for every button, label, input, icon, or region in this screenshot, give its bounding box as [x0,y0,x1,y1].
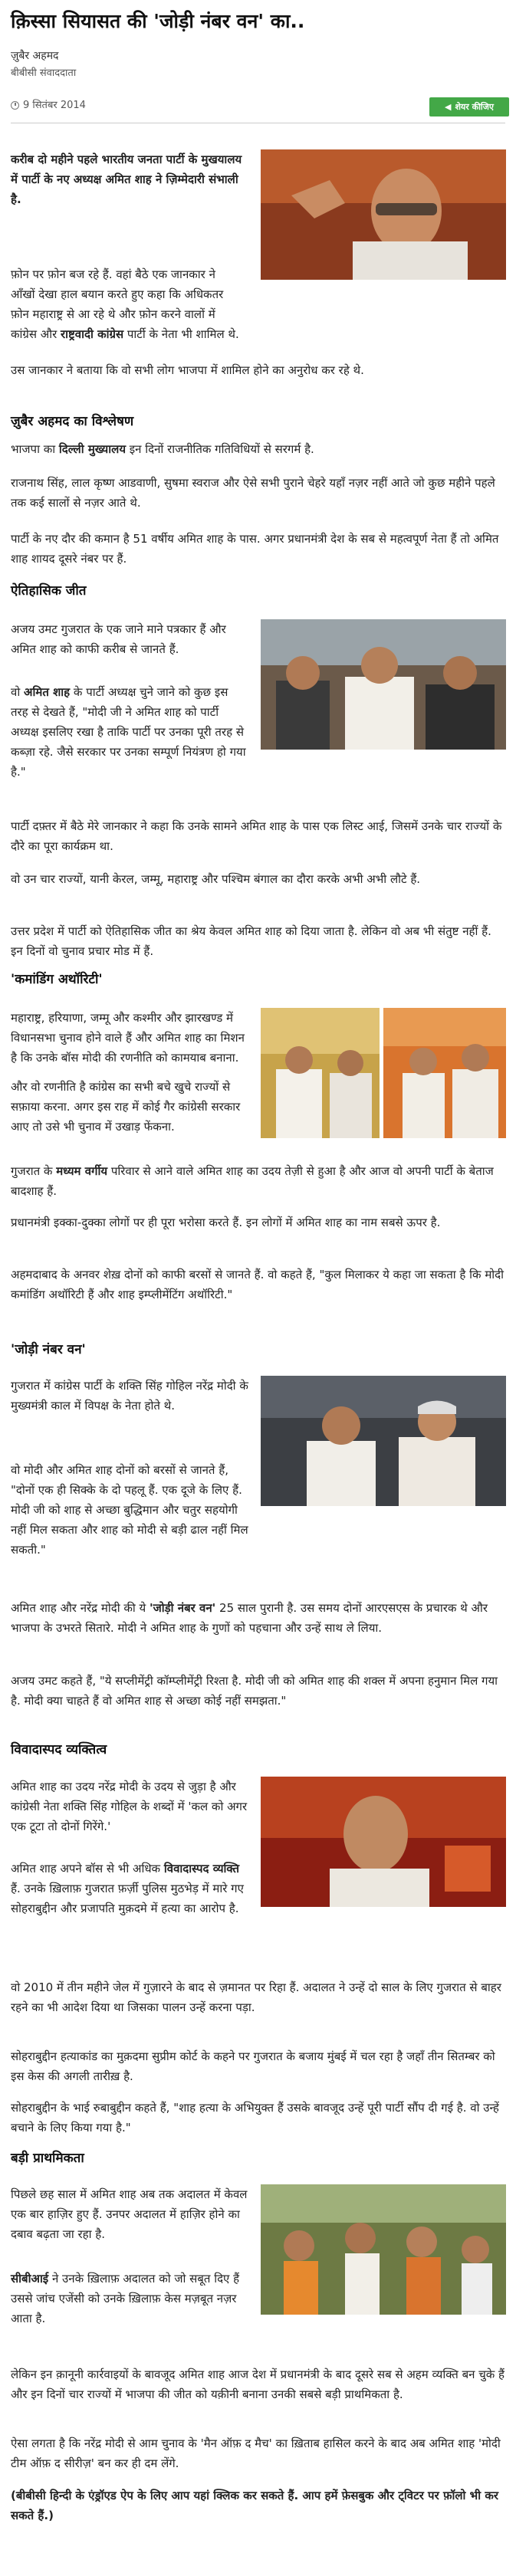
section-heading-historic: ऐतिहासिक जीत [11,583,87,599]
photo-party-workers-celebrating [261,2184,506,2315]
author-name: ज़ुबैर अहमद [11,50,59,62]
section-heading-analysis: ज़ुबैर अहमद का विश्लेषण [11,414,134,429]
historic-para-5: उत्तर प्रदेश में पार्टी को ऐतिहासिक जीत का श्रेय केवल अमित शाह को दिया जाता है. लेकिन वो अब भी संतुष्ट नहीं हैं. इन दिनों वो चुनाव प्रचार मोड में हैं. [11,924,491,958]
biggest-para-4: ऐसा लगता है कि नरेंद्र मोदी से आम चुनाव के 'मैन ऑफ़ द मैच' का ख़िताब हासिल करने के बाद अब अमित शाह 'मोदी टीम ऑफ़ द सीरीज़' बन कर ही दम लेंगे. [11,2437,501,2470]
section-heading-jodi: 'जोड़ी नंबर वन' [11,1342,86,1357]
historic-para-2: वो अमित शाह के पार्टी अध्यक्ष चुने जाने को कुछ इस तरह से देखते हैं, "मोदी जी ने अमित शाह को पार्टी अध्यक्ष इसलिए रखा है ताकि पार्टी पर उनका पूरी तरह से कब्ज़ा रहे. जैसे सरकार पर उनका सम्पूर्ण नियंत्रण हो गया है." [11,685,246,779]
historic-para-1: अजय उमट गुजरात के एक जाने माने पत्रकार हैं और अमित शाह को काफी करीब से जानते हैं. [11,622,226,656]
intro-lead: करीब दो महीने पहले भारतीय जनता पार्टी के मुखयालय में पार्टी के नए अध्यक्ष अमित शाह ने ज़िम्मेदारी संभाली है. [11,153,242,206]
section-heading-biggest: बड़ी प्राथमिकता [11,2151,84,2166]
clock-icon [11,101,19,110]
photo-modi-shah-2 [383,1008,506,1138]
controversial-para-4: सोहराबुद्दीन हत्याकांड का मुक़दमा सुप्रीम कोर्ट के कहने पर गुजरात के बजाय मुंबई में चल रहा है जहाँ तीन सितम्बर को इस केस की अगली तारीख़ है. [11,2049,495,2083]
historic-para-4: वो उन चार राज्यों, यानी केरल, जम्मू, महाराष्ट्र और पश्चिम बंगाल का दौरा करके अभी अभी लौटे हैं. [11,872,421,886]
commanding-para-1: महाराष्ट्र, हरियाणा, जम्मू और कश्मीर और झारखण्ड में विधानसभा चुनाव होने वाले हैं और अमित शाह का मिशन है कि उनके बॉस मोदी की रणनीति को कामयाब बनाना. [11,1011,245,1065]
commanding-para-2: और वो रणनीति है कांग्रेस का सभी बचे खुचे राज्यों से सफ़ाया करना. अगर इस राह में कोई गैर कांग्रेसी सरकार आए तो उसे भी चुनाव में उखाड़ फेंकना. [11,1080,241,1134]
app-promo-note: (बीबीसी हिन्दी के एंड्रॉएड ऐप के लिए आप यहां क्लिक कर सकते हैं. आप हमें फ़ेसबुक और ट्विटर पर फ़ॉलो भी कर सकते हैं.) [11,2489,498,2522]
biggest-para-3: लेकिन इन क़ानूनी कार्रवाइयों के बावजूद अमित शाह आज देश में प्रधानमंत्री के बाद दूसरे सब से अहम व्यक्ति बन चुके हैं और इन दिनों चार राज्यों में भाजपा की जीत को यक़ीनी बनाना उनकी सबसे बड़ी प्राथमिकता है. [11,2368,505,2401]
commanding-para-4: प्रधानमंत्री इक्का-दुक्का लोगों पर ही पूरा भरोसा करते हैं. इन लोगों में अमित शाह का नाम सबसे ऊपर है. [11,1216,441,1229]
intro-para-2: उस जानकार ने बताया कि वो सभी लोग भाजपा में शामिल होने का अनुरोध कर रहे थे. [11,363,364,377]
biggest-para-2: सीबीआई ने उनके ख़िलाफ़ अदालत को जो सबूत दिए हैं उससे जांच एजेंसी को उनके ख़िलाफ़ केस मज़बूत नज़र आता है. [11,2272,240,2325]
section-heading-controversial: विवादास्पद व्यक्तित्व [11,1742,107,1757]
controversial-para-2: अमित शाह अपने बॉस से भी अधिक विवादास्पद व्यक्ति हैं. उनके ख़िलाफ़ गुजरात फ़र्ज़ी पुलिस मुठभेड़ में मारे गए सोहराबुद्दीन और प्रजापति मुक़दमे में हत्या का आरोप है. [11,1862,244,1915]
publish-date [11,97,86,111]
jodi-para-1: गुजरात में कांग्रेस पार्टी के शक्ति सिंह गोहिल नरेंद्र मोदी के मुख्यमंत्री काल में विपक्ष के नेता होते थे. [11,1379,248,1413]
share-button[interactable] [429,97,509,116]
jodi-para-4: अजय उमट कहते हैं, "ये सप्लीमेंट्री कॉम्प्लीमेंट्री रिश्ता है. मोदी जी को अमित शाह की शक्ल में अपना हनुमान मिल गया है. मोदी क्या चाहते हैं वो अमित शाह से अच्छा कोई नहीं समझता." [11,1674,498,1708]
analysis-para-2: राजनाथ सिंह, लाल कृष्ण आडवाणी, सुषमा स्वराज और ऐसे सभी पुराने चेहरे यहाँ नज़र नहीं आते जो कुछ महीने पहले तक कई सालों से नज़र आते थे. [11,476,495,510]
photo-party-leaders [261,619,506,750]
jodi-para-2: वो मोदी और अमित शाह दोनों को बरसों से जानते हैं, "दोनों एक ही सिक्के के दो पहलू हैं. एक दूजे के लिए हैं. मोदी जी को शाह से अच्छा बुद्धिमान और चतुर सहयोगी नहीं मिल सकता और शाह को मोदी से बड़ी ढाल नहीं मिल सकती." [11,1463,248,1557]
section-heading-commanding: 'कमांडिंग अथॉरिटी' [11,972,103,987]
controversial-para-5: सोहराबुद्दीन के भाई रुबाबुद्दीन कहते हैं, "शाह हत्या के अभियुक्त हैं उसके बावजूद उन्हें पूरी पार्टी सौंप दी गई है. वो उन्हें बचाने के लिए किया गया है." [11,2101,499,2135]
biggest-para-1: पिछले छह साल में अमित शाह अब तक अदालत में केवल एक बार हाज़िर हुए हैं. उनपर अदालत में हाज़िर होने का दबाव बढ़ता जा रहा है. [11,2187,248,2241]
author-role: बीबीसी संवाददाता [11,67,77,79]
date-text: 9 सितंबर 2014 [23,100,86,111]
jodi-para-3: अमित शाह और नरेंद्र मोदी की ये 'जोड़ी नंबर वन' 25 साल पुरानी है. उस समय दोनों आरएसएस के प्रचारक थे और भाजपा के उभरते सितारे. मोदी ने अमित शाह के गुणों को पहचाना और उन्हें साथ ले लिया. [11,1601,488,1635]
analysis-para-1: भाजपा का दिल्ली मुख्यालय इन दिनों राजनीतिक गतिविधियों से सरगर्म है. [11,442,314,456]
commanding-para-5: अहमदाबाद के अनवर शेख़ दोनों को काफी बरसों से जानते हैं. वो कहते हैं, "कुल मिलाकर ये कहा जा सकता है कि मोदी कमांडिंग अथॉरिटी हैं और शाह इम्प्लीमेंटिंग अथॉरिटी." [11,1268,504,1301]
intro-para-1: फ़ोन पर फ़ोन बज रहे हैं. वहां बैठे एक जानकार ने आँखों देखा हाल बयान करते हुए कहा कि अधिकतर फ़ोन महाराष्ट्र से आ रहे थे और फ़ोन करने वालों में कांग्रेस और राष्ट्रवादी कांग्रेस पार्टी के नेता भी शामिल थे. [11,267,239,341]
photo-modi-shah-1 [261,1008,380,1138]
controversial-para-3: वो 2010 में तीन महीने जेल में गुज़ारने के बाद से ज़मानत पर रिहा हैं. अदालत ने उन्हें दो साल के लिए गुजरात से बाहर रहने का भी आदेश दिया था जिसका पालन उन्हें करना पड़ा. [11,1980,501,2014]
commanding-para-3: गुजरात के मध्यम वर्गीय परिवार से आने वाले अमित शाह का उदय तेज़ी से हुआ है और आज वो अपनी पार्टी के बेताज बादशाह हैं. [11,1164,494,1198]
analysis-para-3: पार्टी के नए दौर की कमान है 51 वर्षीय अमित शाह के पास. अगर प्रधानमंत्री देश के सब से महत्वपूर्ण नेता हैं तो अमित शाह शायद दूसरे नंबर पर हैं. [11,532,499,566]
controversial-para-1: अमित शाह का उदय नरेंद्र मोदी के उदय से जुड़ा है और कांग्रेसी नेता शक्ति सिंह गोहिल के शब्दों में 'कल को अगर एक टूटा तो दोनों गिरेंगे.' [11,1780,248,1833]
photo-modi-shah-together [261,1376,506,1506]
share-icon: ◀ [444,102,452,112]
photo-amit-shah-podium [261,1777,506,1907]
share-label: शेयर कीजिए [455,102,495,112]
historic-para-3: पार्टी दफ़्तर में बैठे मेरे जानकार ने कहा कि उनके सामने अमित शाह के पास एक लिस्ट आई, जिसमें उनके चार राज्यों के दौरे का पूरा कार्यक्रम था. [11,819,502,853]
article-title: क़िस्सा सियासत की 'जोड़ी नंबर वन' का.. [11,10,305,32]
photo-amit-shah-pointing [261,149,506,280]
